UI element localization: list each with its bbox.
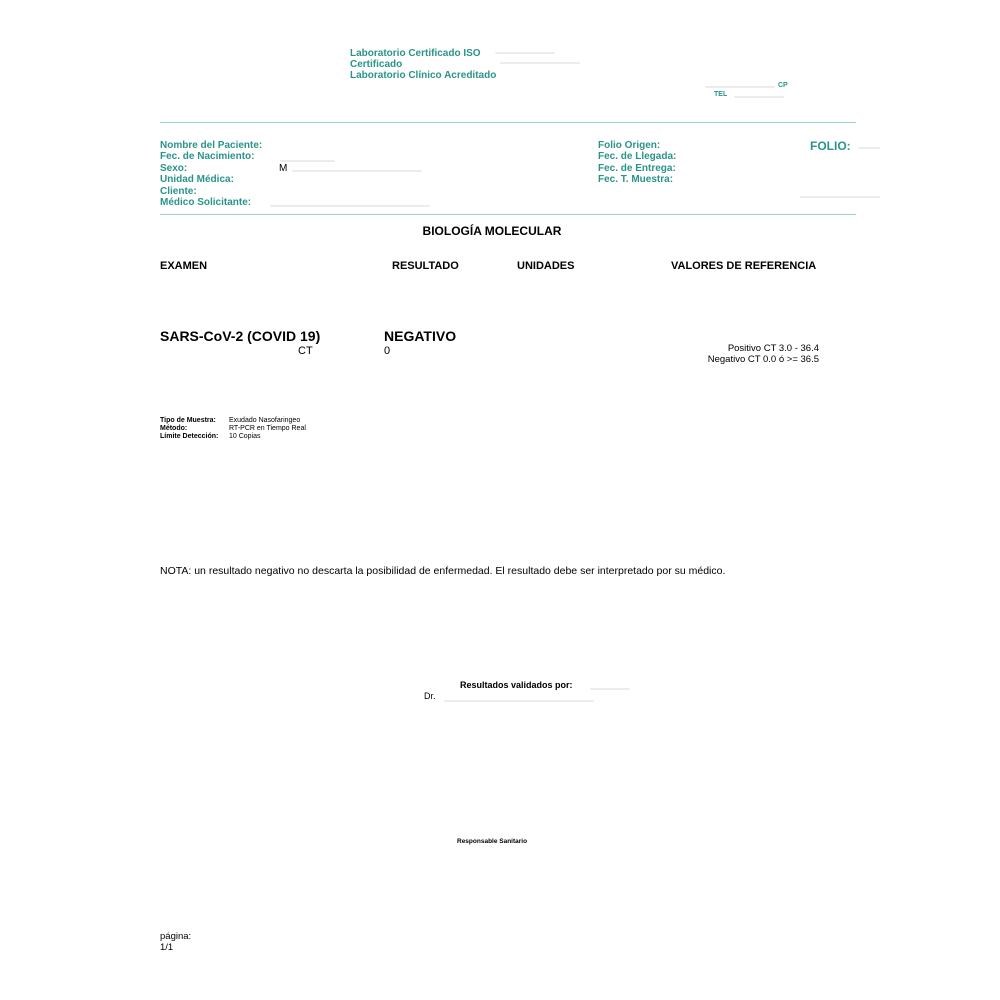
detection-limit-label: Límite Detección: — [160, 433, 219, 440]
order-labels — [598, 140, 676, 186]
redacted-lab-name — [495, 52, 555, 54]
test-name: SARS-CoV-2 (COVID 19) — [160, 328, 321, 344]
reference-values — [708, 343, 819, 365]
header-divider — [160, 122, 856, 123]
redacted-folio — [858, 147, 880, 149]
validated-by-label: Resultados validados por: — [460, 680, 573, 690]
redacted-lab-address — [500, 62, 580, 64]
redacted-validator — [590, 688, 630, 690]
origin-folio-label: Folio Origen: — [598, 140, 661, 151]
redacted-address — [705, 86, 775, 88]
page-indicator — [160, 931, 191, 953]
redacted-sample-date — [800, 196, 880, 198]
column-exam: EXAMEN — [160, 260, 208, 272]
patient-labels — [160, 140, 262, 208]
patient-name-label: Nombre del Paciente: — [160, 140, 263, 151]
delivery-date-label: Fec. de Entrega: — [598, 162, 676, 174]
column-result: RESULTADO — [392, 260, 459, 272]
page-label: página: — [160, 931, 192, 942]
doctor-prefix: Dr. — [424, 691, 436, 701]
column-reference: VALORES DE REFERENCIA — [671, 260, 817, 272]
client-label: Cliente: — [160, 185, 197, 197]
section-title: BIOLOGÍA MOLECULAR — [422, 224, 562, 238]
tel-label: TEL — [714, 91, 728, 98]
test-sub-name: CT — [298, 345, 313, 357]
arrival-date-label: Fec. de Llegada: — [598, 151, 677, 163]
detection-limit-value: 10 Copias — [229, 433, 261, 440]
reference-negative: Negativo CT 0.0 ó >= 36.5 — [707, 354, 819, 365]
responsible-label: Responsable Sanitario — [457, 838, 528, 845]
sample-date-label: Fec. T. Muestra: — [598, 174, 674, 186]
redacted-doctor-name — [444, 700, 594, 702]
method-label: Método: — [160, 425, 188, 432]
sample-type-value: Exudado Nasofaringeo — [229, 417, 301, 424]
medical-unit-label: Unidad Médica: — [160, 174, 234, 186]
cp-label: CP — [778, 82, 788, 89]
redacted-phone — [734, 96, 784, 98]
patient-divider — [160, 214, 856, 215]
lab-line-accredited: Laboratorio Clínico Acreditado — [350, 70, 497, 81]
lab-info — [350, 48, 496, 81]
birth-date-label: Fec. de Nacimiento: — [160, 151, 255, 163]
sample-labels — [160, 417, 218, 441]
column-units: UNIDADES — [517, 260, 575, 272]
sample-type-label: Tipo de Muestra: — [160, 417, 216, 424]
disclaimer-note: NOTA: un resultado negativo no descarta la posibilidad de enfermedad. El resultado debe ser interpretado por su médico. — [160, 565, 726, 577]
lab-line-certified: Certificado — [350, 59, 403, 70]
redacted-birth-date — [280, 160, 335, 162]
test-result: NEGATIVO — [384, 328, 457, 344]
test-ct-value: 0 — [384, 345, 391, 357]
sex-label: Sexo: — [160, 162, 188, 174]
lab-line-iso: Laboratorio Certificado ISO — [350, 48, 481, 59]
sample-values — [229, 417, 306, 441]
redacted-medical-unit — [292, 170, 422, 172]
requesting-doctor-label: Médico Solicitante: — [160, 197, 252, 209]
sex-value: M — [279, 163, 288, 174]
page-number: 1/1 — [160, 942, 174, 953]
reference-positive: Positivo CT 3.0 - 36.4 — [727, 343, 819, 354]
folio-label: FOLIO: — [810, 139, 851, 153]
method-value: RT-PCR en Tiempo Real — [229, 425, 306, 432]
redacted-doctor — [270, 205, 430, 207]
